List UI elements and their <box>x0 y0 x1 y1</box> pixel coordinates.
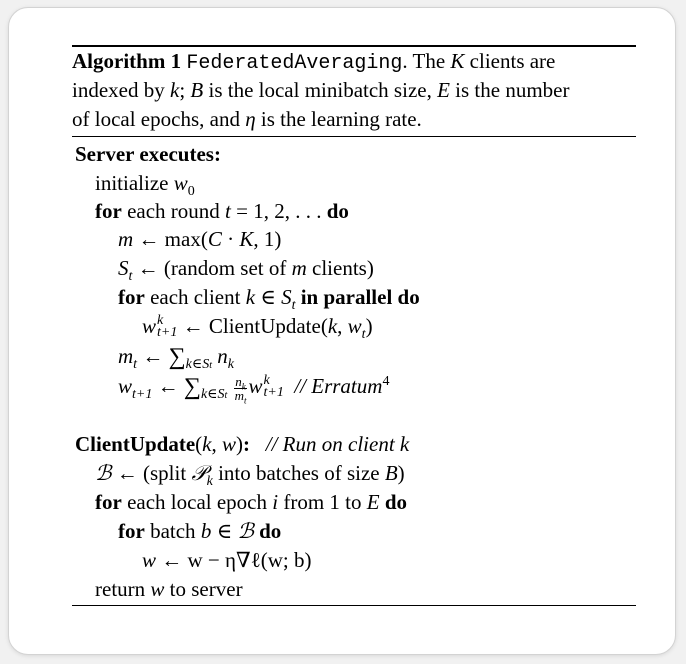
w-update-line: $w_{t+1}$ ← $\sum_{k\in St}$ $\frac{n_k}{m_t}$ w k t+1 // Erratum$^4$ <box>118 373 390 406</box>
caption-line-1: Algorithm 1 FederatedAveraging. The K clients are <box>72 49 556 75</box>
caption-rule <box>72 136 636 137</box>
client-comment: // Run on client k <box>265 432 410 456</box>
mt-sum-line: $m_t$ ← $\sum_{k\in St}$ $n_k$ <box>118 344 234 373</box>
algorithm-label: Algorithm 1 <box>72 49 182 73</box>
caption-line-2: indexed by k; B is the local minibatch size, E is the number <box>72 78 570 102</box>
bottom-rule <box>72 605 636 606</box>
epoch-loop-line: for each local epoch i from 1 to E do <box>95 490 408 514</box>
erratum-comment: // Erratum <box>294 374 383 398</box>
m-assign-line: m ← max(C · K, 1) <box>118 227 282 251</box>
init-line: initialize $w_0$ <box>95 171 195 200</box>
batch-loop-line: for batch b ∈ ℬ do <box>118 519 282 543</box>
client-loop-line: for each client k ∈ $S_t$ in parallel do <box>118 285 420 314</box>
split-line: ℬ ← (split 𝒫$_k$ into batches of size B) <box>95 461 405 490</box>
server-header: Server executes: <box>75 142 221 166</box>
client-update-header: ClientUpdate(k, w): // Run on client k <box>75 432 410 456</box>
caption-line-3: of local epochs, and η is the learning rate. <box>72 107 422 131</box>
algorithm-name: FederatedAveraging <box>186 52 403 75</box>
gradient-step-line: w ← w − η∇ℓ(w; b) <box>142 548 312 572</box>
client-update-call-line: w k t+1 ← ClientUpdate(k, $w_t$) <box>142 313 373 343</box>
return-line: return w to server <box>95 577 243 601</box>
round-loop-line: for each round t = 1, 2, . . . do <box>95 199 349 223</box>
st-assign-line: $S_t$ ← (random set of m clients) <box>118 256 374 285</box>
